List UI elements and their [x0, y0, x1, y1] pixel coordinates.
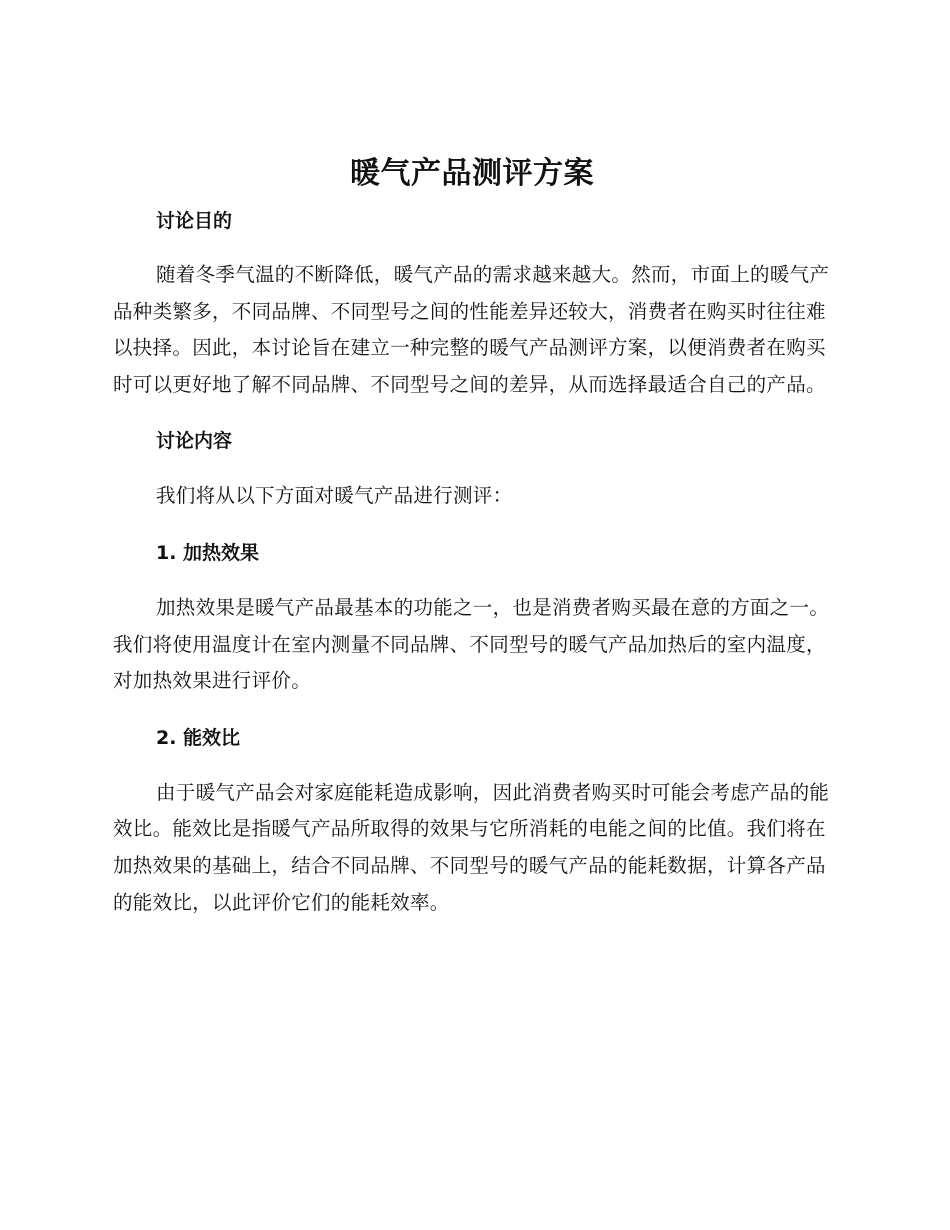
- document-body: [113, 148, 831, 921]
- purpose-paragraph: 随着冬季气温的不断降低，暖气产品的需求越来越大。然而，市面上的暖气产品种类繁多，不同品牌、不同型号之间的性能差异还较大，消费者在购买时往往难以抉择。因此，本讨论旨在建立一种完整的暖气产品测评方案，以便消费者在购买时可以更好地了解不同品牌、不同型号之间的差异，从而选择最适合自己的产品。: [113, 263, 830, 396]
- content-intro-paragraph: 我们将从以下方面对暖气产品进行测评：: [156, 484, 513, 508]
- section-heading-energy-efficiency: 2. 能效比: [156, 726, 241, 749]
- heating-effect-paragraph: 加热效果是暖气产品最基本的功能之一，也是消费者购买最在意的方面之一。我们将使用温度计在室内测量不同品牌、不同型号的暖气产品加热后的室内温度，对加热效果进行评价。: [113, 595, 830, 693]
- section-heading-heating-effect: 1. 加热效果: [156, 541, 260, 564]
- document-title: 暖气产品测评方案: [350, 156, 594, 191]
- section-heading-content: 讨论内容: [156, 430, 233, 453]
- section-heading-purpose: 讨论目的: [156, 210, 233, 232]
- energy-efficiency-paragraph: 由于暖气产品会对家庭能耗造成影响，因此消费者购买时可能会考虑产品的能效比。能效比是指暖气产品所取得的效果与它所消耗的电能之间的比值。我们将在加热效果的基础上，结合不同品牌、不同型号的暖气产品的能耗数据，计算各产品的能效比，以此评价它们的能耗效率。: [113, 780, 830, 914]
